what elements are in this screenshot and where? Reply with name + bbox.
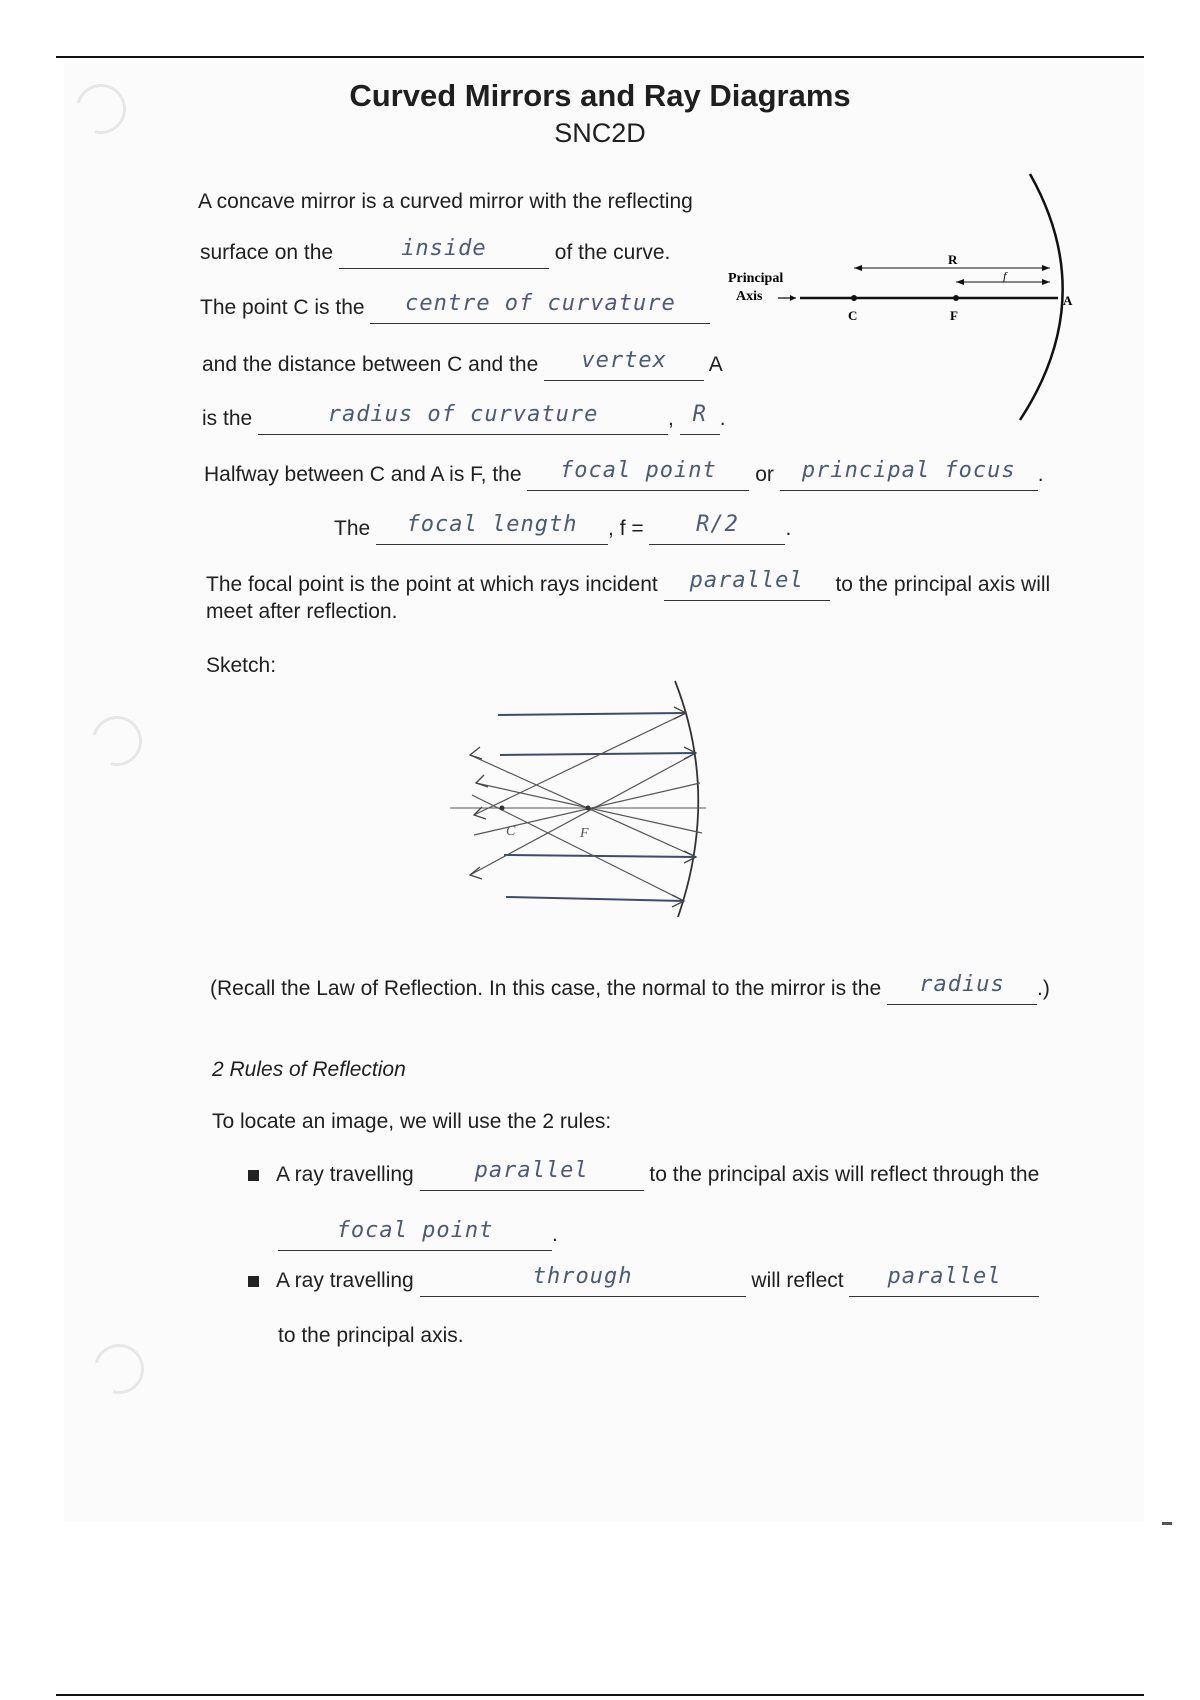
axis-label: Axis [736, 289, 763, 304]
line-text: The focal point is the point at which rays incident [206, 573, 658, 596]
answer-blank [849, 1264, 1039, 1297]
bottom-rule [56, 1694, 1144, 1696]
sketch-label-c: C [506, 824, 516, 839]
handwritten-answer: focal length [406, 512, 578, 537]
line-text: , [668, 407, 674, 430]
rules-intro [212, 1110, 611, 1134]
line-text: . [719, 407, 726, 430]
label-r: R [948, 252, 958, 267]
handwritten-answer: radius of curvature [327, 402, 599, 427]
r-arrow-left [854, 265, 862, 271]
f-arrow-left [956, 279, 964, 285]
line-text: and the distance between C and the [202, 353, 539, 376]
line-text: A [708, 353, 723, 376]
line-text: . [1037, 463, 1044, 486]
point-c-dot [851, 295, 857, 301]
handwritten-answer: parallel [689, 568, 804, 593]
rule-1-line [276, 1158, 1040, 1191]
line-text: , f = [608, 517, 644, 540]
line-text: meet after reflection. [206, 600, 398, 623]
page-title: Curved Mirrors and Ray Diagrams [349, 78, 851, 113]
answer-blank [420, 1158, 644, 1191]
answer-blank [680, 402, 720, 435]
answer-blank [278, 1218, 552, 1251]
answer-blank [780, 458, 1038, 491]
rule-2-line [276, 1264, 1039, 1297]
label-f: f [1003, 269, 1007, 283]
handwritten-answer: through [532, 1264, 633, 1289]
top-rule [56, 56, 1144, 58]
answer-blank [339, 236, 549, 269]
axis-arrow-head [790, 295, 796, 301]
text-line-8 [206, 568, 1051, 601]
line-text: (Recall the Law of Reflection. In this case, the normal to the mirror is the [210, 977, 882, 1000]
line-text: to the principal axis. [278, 1324, 464, 1347]
answer-blank [258, 402, 668, 435]
handwritten-answer: parallel [887, 1264, 1002, 1289]
ray-sketch [430, 675, 730, 925]
text-line-7 [334, 512, 792, 545]
answer-blank [370, 291, 710, 324]
answer-blank [527, 458, 749, 491]
line-text: . [552, 1223, 558, 1246]
label-f-point: F [950, 308, 958, 323]
sketch-point-f [586, 806, 591, 811]
text-line-6 [204, 458, 1044, 491]
line-text: Sketch: [206, 654, 277, 677]
line-text: . [785, 517, 792, 540]
line-text: of the curve. [554, 241, 671, 264]
bullet-icon [248, 1170, 259, 1181]
answer-blank [649, 512, 785, 545]
sketch-label-f: F [580, 826, 589, 841]
rule-2-continuation [278, 1324, 464, 1348]
text-line-2 [200, 236, 671, 269]
line-text: or [755, 463, 774, 486]
line-text: is the [202, 407, 253, 430]
line-text: to the principal axis will reflect through the [649, 1163, 1040, 1186]
handwritten-answer: centre of curvature [405, 291, 676, 316]
text-line-9 [206, 600, 397, 624]
sketch-label [206, 654, 276, 678]
line-text: To locate an image, we will use the 2 rules: [212, 1110, 612, 1133]
point-f-dot [953, 295, 959, 301]
section-heading: 2 Rules of Reflection [212, 1058, 406, 1081]
recall-line [210, 972, 1050, 1005]
bullet-icon [248, 1276, 259, 1287]
line-text: to the principal axis will [835, 573, 1051, 596]
line-text: Halfway between C and A is F, the [204, 463, 522, 486]
page-subtitle: SNC2D [554, 118, 646, 148]
answer-blank [544, 348, 704, 381]
principal-axis-label: Principal [728, 271, 784, 286]
r-arrow-right [1042, 265, 1050, 271]
concave-mirror-diagram [720, 168, 1080, 428]
handwritten-answer: vertex [581, 348, 667, 373]
rules-heading [212, 1058, 406, 1082]
line-text: A ray travelling [276, 1163, 414, 1186]
f-arrow-right [1042, 279, 1050, 285]
answer-blank [420, 1264, 746, 1297]
text-line-1 [198, 190, 693, 214]
line-text: The [334, 517, 371, 540]
sketch-point-c [500, 806, 505, 811]
label-a: A [1063, 293, 1073, 308]
edge-mark [1162, 1522, 1172, 1525]
line-text: A ray travelling [276, 1269, 414, 1292]
handwritten-answer: radius [919, 972, 1005, 997]
handwritten-answer: focal point [336, 1218, 494, 1243]
handwritten-answer: parallel [474, 1158, 589, 1183]
answer-blank [664, 568, 830, 601]
text-line-4 [202, 348, 723, 381]
line-text: The point C is the [200, 296, 365, 319]
rule-1-continuation [278, 1218, 558, 1251]
handwritten-answer: focal point [560, 458, 717, 483]
handwritten-answer: inside [401, 236, 487, 261]
line-text: A concave mirror is a curved mirror with the reflecting [198, 190, 693, 213]
text-line-5 [202, 402, 726, 435]
line-text: .) [1036, 977, 1050, 1000]
handwritten-answer: R/2 [696, 512, 739, 537]
line-text: will reflect [751, 1269, 844, 1292]
answer-blank [376, 512, 608, 545]
handwritten-answer: R [692, 402, 707, 427]
answer-blank [887, 972, 1037, 1005]
label-c: C [848, 308, 858, 323]
text-line-3 [200, 291, 710, 324]
handwritten-answer: principal focus [801, 458, 1016, 483]
line-text: surface on the [200, 241, 334, 264]
